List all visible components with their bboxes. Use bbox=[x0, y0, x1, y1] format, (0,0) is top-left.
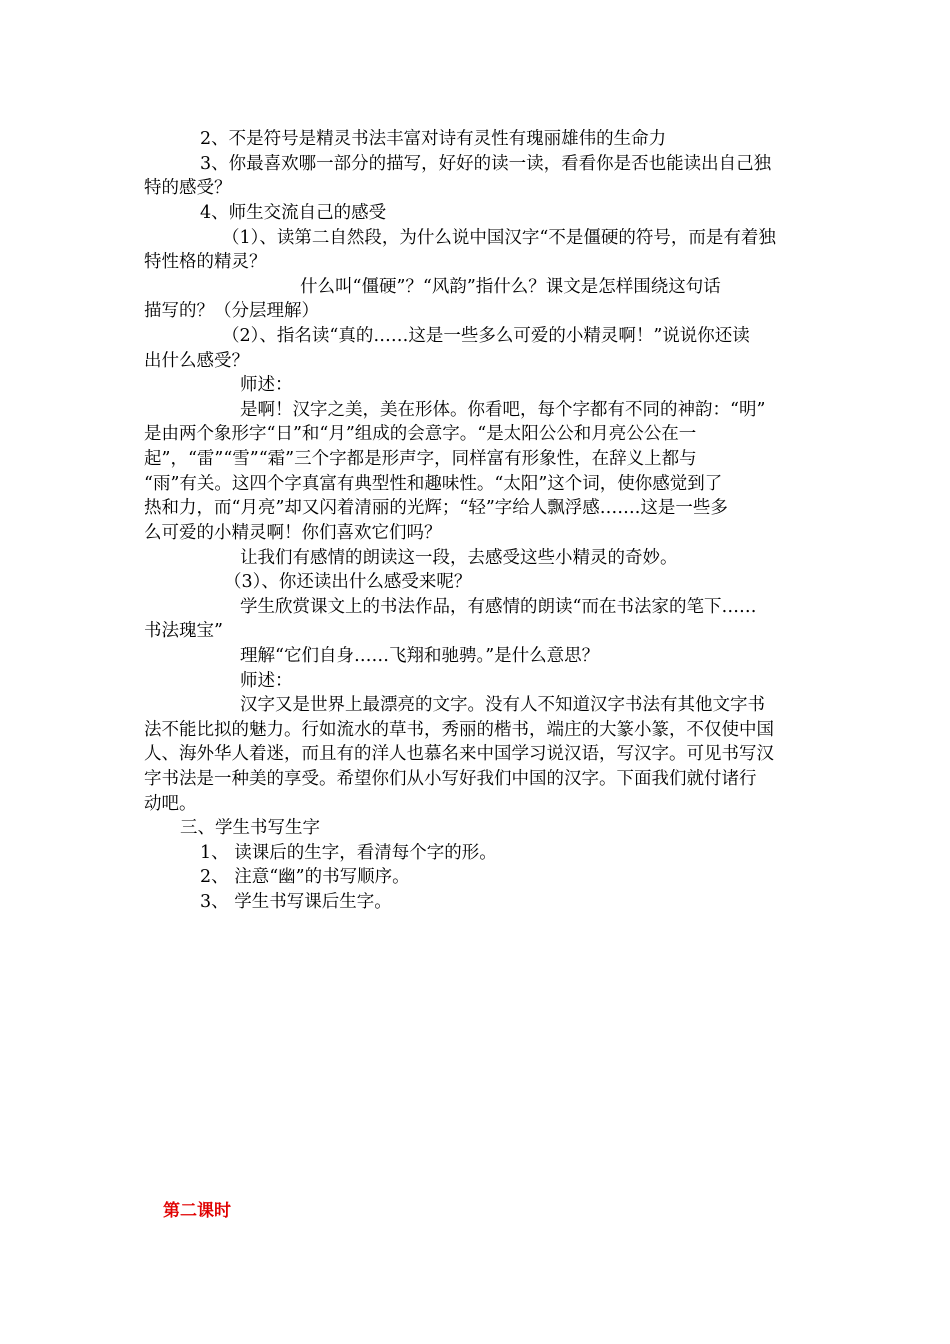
text-line: 让我们有感情的朗读这一段，去感受这些小精灵的奇妙。 bbox=[240, 548, 678, 568]
text-line: 字书法是一种美的享受。希望你们从小写好我们中国的汉字。下面我们就付诸行 bbox=[144, 769, 757, 789]
list-item: 3、 学生书写课后生字。 bbox=[200, 892, 392, 912]
text-line: （2）、指名读“真的……这是一些多么可爱的小精灵啊！”说说你还读 bbox=[222, 326, 750, 346]
text-line: 么可爱的小精灵啊！你们喜欢它们吗？ bbox=[144, 523, 442, 543]
text-line: 是由两个象形字“日”和“月”组成的会意字。“是太阳公公和月亮公公在一 bbox=[144, 424, 697, 444]
text-line: 起”，“雷”“雪”“霜”三个字都是形声字，同样富有形象性，在辞义上都与 bbox=[144, 449, 697, 469]
text-line: 特性格的精灵？ bbox=[144, 252, 267, 272]
text-line: 热和力，而“月亮”却又闪着清丽的光辉；“轻”字给人飘浮感…….这是一些多 bbox=[144, 498, 728, 518]
text-line: 3、你最喜欢哪一部分的描写，好好的读一读，看看你是否也能读出自己独 bbox=[200, 154, 772, 174]
text-line: 法不能比拟的魅力。行如流水的草书，秀丽的楷书，端庄的大篆小篆，不仅使中国 bbox=[144, 720, 774, 740]
section-title: 三、学生书写生字 bbox=[180, 818, 320, 838]
text-line: 理解“它们自身……飞翔和驰骋。”是什么意思？ bbox=[240, 646, 600, 666]
list-item: 2、 注意“幽”的书写顺序。 bbox=[200, 867, 410, 887]
text-line: 人、海外华人着迷，而且有的洋人也慕名来中国学习说汉语，写汉字。可见书写汉 bbox=[144, 744, 774, 764]
text-line: 师述： bbox=[240, 671, 293, 691]
text-line: 是啊！汉字之美，美在形体。你看吧，每个字都有不同的神韵：“明” bbox=[240, 400, 766, 420]
text-line: “雨”有关。这四个字真富有典型性和趣味性。“太阳”这个词，使你感觉到了 bbox=[144, 474, 723, 494]
text-line: （3）、你还读出什么感受来呢？ bbox=[224, 572, 472, 592]
text-line: 汉字又是世界上最漂亮的文字。没有人不知道汉字书法有其他文字书 bbox=[240, 695, 765, 715]
list-item: 1、 读课后的生字，看清每个字的形。 bbox=[200, 843, 497, 863]
lesson-heading: 第二课时 bbox=[163, 1201, 231, 1221]
text-line: 什么叫“僵硬”？“风韵”指什么？课文是怎样围绕这句话 bbox=[300, 277, 721, 297]
text-line: 师述： bbox=[240, 375, 293, 395]
text-line: 出什么感受？ bbox=[144, 351, 249, 371]
text-line: 描写的？（分层理解） bbox=[144, 301, 319, 321]
text-line: 4、师生交流自己的感受 bbox=[200, 203, 387, 223]
text-line: 学生欣赏课文上的书法作品，有感情的朗读“而在书法家的笔下…… bbox=[240, 597, 757, 617]
text-line: 动吧。 bbox=[144, 794, 197, 814]
text-line: 书法瑰宝” bbox=[144, 621, 223, 641]
text-line: 2、不是符号是精灵书法丰富对诗有灵性有瑰丽雄伟的生命力 bbox=[200, 129, 667, 149]
text-line: （1）、读第二自然段，为什么说中国汉字“不是僵硬的符号，而是有着独 bbox=[222, 228, 776, 248]
text-line: 特的感受？ bbox=[144, 178, 232, 198]
